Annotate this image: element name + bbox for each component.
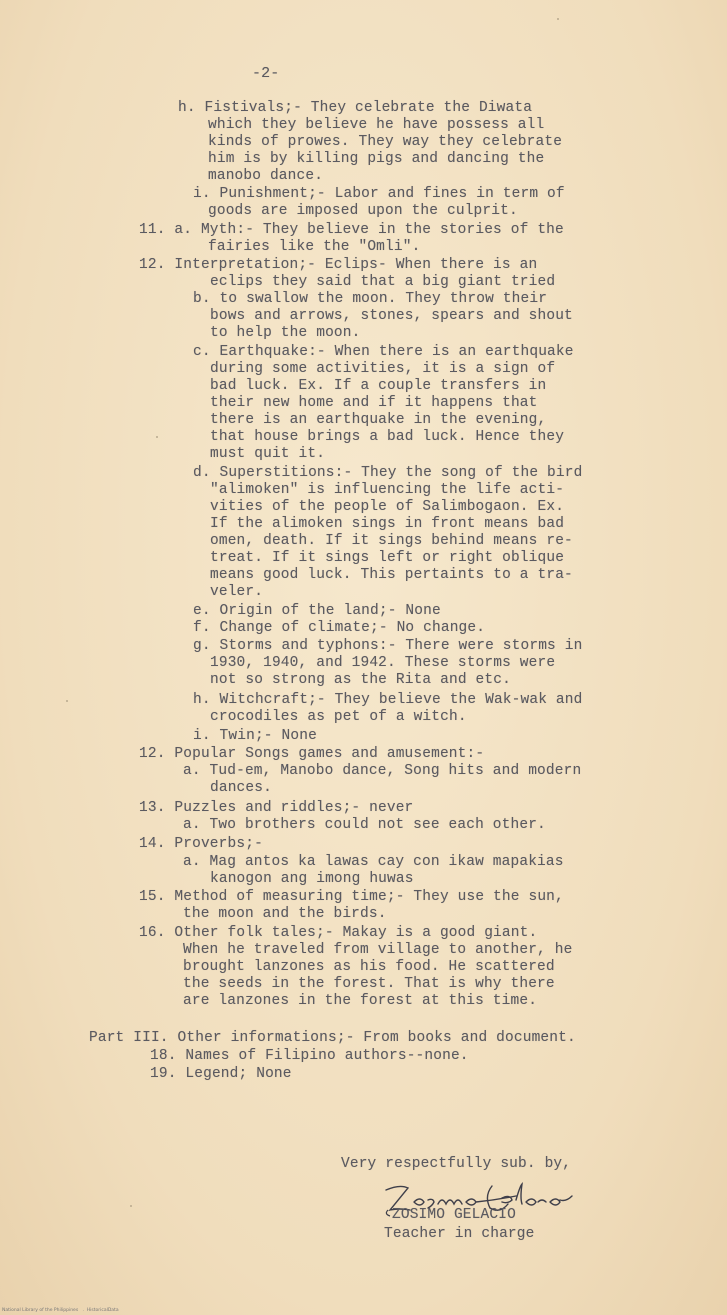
paper-speck	[156, 436, 158, 438]
document-line: means good luck. This pertaints to a tra-	[210, 567, 573, 583]
document-line: not so strong as the Rita and etc.	[210, 672, 511, 688]
document-line: omen, death. If it sings behind means re-	[210, 533, 573, 549]
closing-title: Teacher in charge	[384, 1226, 535, 1242]
document-line: him is by killing pigs and dancing the	[208, 151, 545, 167]
document-line: a. Mag antos ka lawas cay con ikaw mapakias	[183, 854, 564, 870]
document-line: kanogon ang imong huwas	[210, 871, 414, 887]
document-line: i. Twin;- None	[193, 728, 317, 744]
document-line: dances.	[210, 780, 272, 796]
document-line: 18. Names of Filipino authors--none.	[150, 1048, 469, 1064]
document-line: fairies like the "Omli".	[208, 239, 421, 255]
document-line: the seeds in the forest. That is why there	[183, 976, 555, 992]
closing-salutation: Very respectfully sub. by,	[341, 1156, 572, 1172]
document-line: Part III. Other informations;- From books and document.	[89, 1030, 576, 1046]
document-line: 13. Puzzles and riddles;- never	[139, 800, 414, 816]
document-line: treat. If it sings left or right oblique	[210, 550, 565, 566]
document-line: If the alimoken sings in front means bad	[210, 516, 565, 532]
document-line: which they believe he have possess all	[208, 117, 545, 133]
document-line: "alimoken" is influencing the life acti-	[210, 482, 565, 498]
document-line: there is an earthquake in the evening,	[210, 412, 547, 428]
document-line: a. Two brothers could not see each other.	[183, 817, 546, 833]
paper-speck	[130, 1205, 132, 1207]
document-line: 15. Method of measuring time;- They use the sun,	[139, 889, 564, 905]
document-line: a. Tud-em, Manobo dance, Song hits and modern	[183, 763, 582, 779]
document-line: bad luck. Ex. If a couple transfers in	[210, 378, 547, 394]
document-line: h. Witchcraft;- They believe the Wak-wak and	[193, 692, 583, 708]
document-line: their new home and if it happens that	[210, 395, 538, 411]
document-line: that house brings a bad luck. Hence they	[210, 429, 565, 445]
document-line: 12. Interpretation;- Eclips- When there is an	[139, 257, 538, 273]
document-line: g. Storms and typhons:- There were storms in	[193, 638, 583, 654]
document-line: c. Earthquake:- When there is an earthquake	[193, 344, 574, 360]
document-line: eclips they said that a big giant tried	[210, 274, 556, 290]
page-number: -2-	[252, 65, 280, 82]
document-line: When he traveled from village to another, he	[183, 942, 573, 958]
document-line: vities of the people of Salimbogaon. Ex.	[210, 499, 565, 515]
document-line: goods are imposed upon the culprit.	[208, 203, 518, 219]
document-line: bows and arrows, stones, spears and shout	[210, 308, 573, 324]
paper-speck	[557, 18, 559, 20]
document-line: during some activities, it is a sign of	[210, 361, 556, 377]
document-line: 16. Other folk tales;- Makay is a good giant.	[139, 925, 538, 941]
document-line: e. Origin of the land;- None	[193, 603, 441, 619]
document-line: kinds of prowes. They way they celebrate	[208, 134, 563, 150]
document-line: must quit it.	[210, 446, 326, 462]
document-line: 12. Popular Songs games and amusement:-	[139, 746, 485, 762]
document-line: 14. Proverbs;-	[139, 836, 263, 852]
closing-name: ZOSIMO GELACIO	[392, 1207, 516, 1223]
document-line: veler.	[210, 584, 264, 600]
document-line: manobo dance.	[208, 168, 324, 184]
paper-speck	[66, 700, 68, 702]
document-line: are lanzones in the forest at this time.	[183, 993, 538, 1009]
document-line: 11. a. Myth:- They believe in the stories of the	[139, 222, 564, 238]
document-line: i. Punishment;- Labor and fines in term of	[193, 186, 565, 202]
document-line: b. to swallow the moon. They throw their	[193, 291, 548, 307]
document-line: crocodiles as pet of a witch.	[210, 709, 467, 725]
document-line: 1930, 1940, and 1942. These storms were	[210, 655, 556, 671]
document-line: 19. Legend; None	[150, 1066, 292, 1082]
document-line: to help the moon.	[210, 325, 361, 341]
document-line: f. Change of climate;- No change.	[193, 620, 486, 636]
document-line: brought lanzones as his food. He scattered	[183, 959, 555, 975]
footer-text: National Library of the Philippines . HistoricalData	[2, 1308, 119, 1313]
document-line: h. Fistivals;- They celebrate the Diwata	[178, 100, 533, 116]
document-line: d. Superstitions:- They the song of the bird	[193, 465, 583, 481]
document-line: the moon and the birds.	[183, 906, 387, 922]
